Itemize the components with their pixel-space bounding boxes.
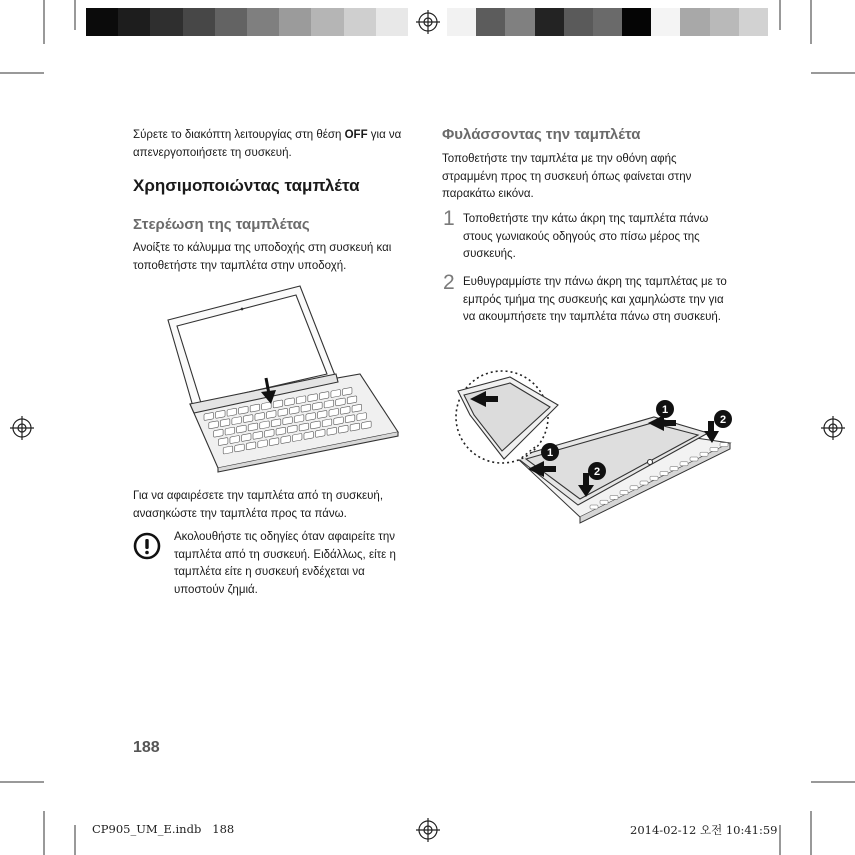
keyboard-key	[294, 415, 304, 423]
intro-text: Σύρετε το διακόπτη λειτουργίας στη θέση	[133, 129, 345, 141]
keyboard-key	[308, 394, 318, 402]
color-swatch	[710, 8, 740, 36]
keyboard-key	[316, 429, 326, 437]
remove-paragraph: Για να αφαιρέσετε την ταμπλέτα από τη συσκευή, ανασηκώστε την ταμπλέτα προς τα πάνω.	[133, 490, 384, 520]
keyboard-key	[347, 396, 357, 404]
keyboard-key	[285, 398, 295, 406]
keyboard-key	[218, 438, 228, 446]
color-swatch	[622, 8, 652, 36]
keyboard-key	[357, 413, 367, 421]
keyboard-key	[319, 392, 329, 400]
keyboard-key	[265, 429, 275, 437]
keyboard-key	[253, 431, 263, 439]
keyboard-key	[306, 412, 316, 420]
footer-datetime: 2014-02-12 오전 10:41:59	[630, 823, 778, 837]
keyboard-key	[301, 404, 311, 412]
keyboard-key	[317, 410, 327, 418]
keyboard-key	[227, 408, 237, 416]
badge-label: 2	[593, 466, 601, 478]
registration-target-icon	[416, 818, 440, 842]
keyboard-key	[296, 396, 306, 404]
color-swatch	[505, 8, 535, 36]
caution-paragraph: Ακολουθήστε τις οδηγίες όταν αφαιρείτε την ταμπλέτα από τη συσκευή. Ειδάλλως, είτε η ταμπλέτα είτε η συσκευή ενδέχεται να υποστούν ζημιά.	[174, 531, 396, 596]
footer-file	[92, 822, 234, 836]
color-swatch	[376, 8, 409, 36]
color-swatch	[344, 8, 377, 36]
step-number: 1	[443, 207, 455, 230]
keyboard-key	[590, 505, 598, 509]
keyboard-key	[700, 452, 708, 456]
keyboard-key	[322, 419, 332, 427]
keyboard-key	[248, 423, 258, 431]
color-swatch	[118, 8, 151, 36]
store-subheading: Φυλάσσοντας την ταμπλέτα	[442, 126, 641, 143]
keyboard-key	[690, 457, 698, 461]
keyboard-key	[327, 427, 337, 435]
keyboard-key	[239, 406, 249, 414]
badge-label: 2	[719, 414, 727, 426]
badge-label: 1	[546, 447, 554, 459]
color-swatch	[447, 8, 477, 36]
step-badge	[541, 443, 559, 461]
page-number: 188	[133, 739, 160, 756]
footer-filename: CP905_UM_E.indb	[92, 822, 202, 836]
keyboard-key	[336, 398, 346, 406]
keyboard-key	[329, 408, 339, 416]
keyboard-key	[276, 427, 286, 435]
keyboard-key	[670, 467, 678, 471]
color-swatch	[680, 8, 710, 36]
keyboard-key	[260, 421, 270, 429]
keyboard-key	[220, 419, 230, 427]
keyboard-key	[246, 442, 256, 450]
keyboard-key	[273, 400, 283, 408]
badge-label: 1	[661, 404, 669, 416]
section-heading: Χρησιμοποιώντας ταμπλέτα	[133, 176, 360, 195]
step-text: Ευθυγραμμίστε την πάνω άκρη της ταμπλέτας με το εμπρός τμήμα της συσκευής και χαμηλώστε την για να ακουμπήσετε την ταμπλέτα πάνω στη συσκευή.	[463, 276, 727, 323]
keyboard-key	[204, 412, 214, 420]
color-swatch	[150, 8, 183, 36]
keyboard-key	[710, 447, 718, 451]
color-swatch	[279, 8, 312, 36]
keyboard-key	[290, 406, 300, 414]
color-swatch	[564, 8, 594, 36]
keyboard-key	[313, 402, 323, 410]
keyboard-key	[278, 408, 288, 416]
keyboard-key	[255, 412, 265, 420]
keyboard-key	[334, 417, 344, 425]
keyboard-key	[262, 402, 272, 410]
keyboard-key	[271, 419, 281, 427]
color-swatch	[739, 8, 769, 36]
keyboard-key	[341, 406, 351, 414]
keyboard-key	[342, 387, 352, 395]
keyboard-key	[304, 431, 314, 439]
keyboard-key	[241, 433, 251, 441]
keyboard-key	[288, 425, 298, 433]
intro-paragraph	[133, 127, 418, 162]
keyboard-key	[339, 425, 349, 433]
keyboard-key	[235, 444, 245, 452]
keyboard-key	[640, 481, 648, 485]
color-swatch	[651, 8, 681, 36]
keyboard-key	[214, 429, 224, 437]
keyboard-key	[237, 425, 247, 433]
keyboard-key	[209, 421, 219, 429]
registration-target-icon	[416, 10, 440, 34]
mount-subheading: Στερέωση της ταμπλέτας	[133, 216, 310, 233]
color-swatch	[311, 8, 344, 36]
keyboard-key	[223, 446, 233, 454]
keyboard-key	[680, 462, 688, 466]
tablet-store-illustration	[440, 355, 740, 525]
keyboard-key	[266, 410, 276, 418]
exclamation-icon	[134, 533, 162, 559]
store-intro-paragraph: Τοποθετήστε την ταμπλέτα με την οθόνη αφής στραμμένη προς τη συσκευή όπως φαίνεται στην παρακάτω εικόνα.	[442, 153, 692, 200]
step-number: 2	[443, 271, 455, 294]
keyboard-key	[258, 440, 268, 448]
mount-paragraph: Ανοίξτε το κάλυμμα της υποδοχής στη συσκευή και τοποθετήστε την ταμπλέτα στην υποδοχή.	[133, 242, 392, 272]
keyboard-key	[331, 389, 341, 397]
keyboard-key	[299, 423, 309, 431]
color-swatch	[535, 8, 565, 36]
keyboard-key	[243, 414, 253, 422]
keyboard-key	[352, 404, 362, 412]
keyboard-key	[630, 486, 638, 490]
tablet-mount-illustration	[160, 282, 400, 472]
keyboard-key	[232, 417, 242, 425]
keyboard-key	[345, 415, 355, 423]
keyboard-key	[324, 400, 334, 408]
keyboard-key	[250, 404, 260, 412]
keyboard-key	[283, 417, 293, 425]
keyboard-key	[230, 435, 240, 443]
footer-file-page: 188	[212, 822, 235, 836]
registration-target-icon	[10, 416, 34, 440]
step-badge	[714, 410, 732, 428]
color-swatch	[215, 8, 248, 36]
keyboard-key	[650, 476, 658, 480]
keyboard-key	[269, 438, 279, 446]
keyboard-key	[311, 421, 321, 429]
color-swatch	[593, 8, 623, 36]
keyboard-key	[281, 436, 291, 444]
keyboard-key	[600, 500, 608, 504]
step-text: Τοποθετήστε την κάτω άκρη της ταμπλέτα πάνω στους γωνιακούς οδηγούς στο πίσω μέρος της συσκευής.	[463, 213, 709, 260]
off-label: OFF	[344, 129, 368, 141]
step-badge	[588, 462, 606, 480]
keyboard-key	[362, 421, 372, 429]
keyboard-key	[720, 443, 728, 447]
color-swatch	[476, 8, 506, 36]
registration-target-icon	[821, 416, 845, 440]
keyboard-key	[660, 471, 668, 475]
color-swatch	[86, 8, 119, 36]
keyboard-key	[350, 423, 360, 431]
color-swatch	[183, 8, 216, 36]
intro-text-end: για να απενεργοποιήσετε τη συσκευή.	[133, 129, 402, 159]
keyboard-key	[292, 433, 302, 441]
keyboard-key	[225, 427, 235, 435]
keyboard-key	[216, 410, 226, 418]
step-badge	[656, 400, 674, 418]
keyboard-key	[620, 491, 628, 495]
color-swatch	[247, 8, 280, 36]
keyboard-key	[610, 495, 618, 499]
